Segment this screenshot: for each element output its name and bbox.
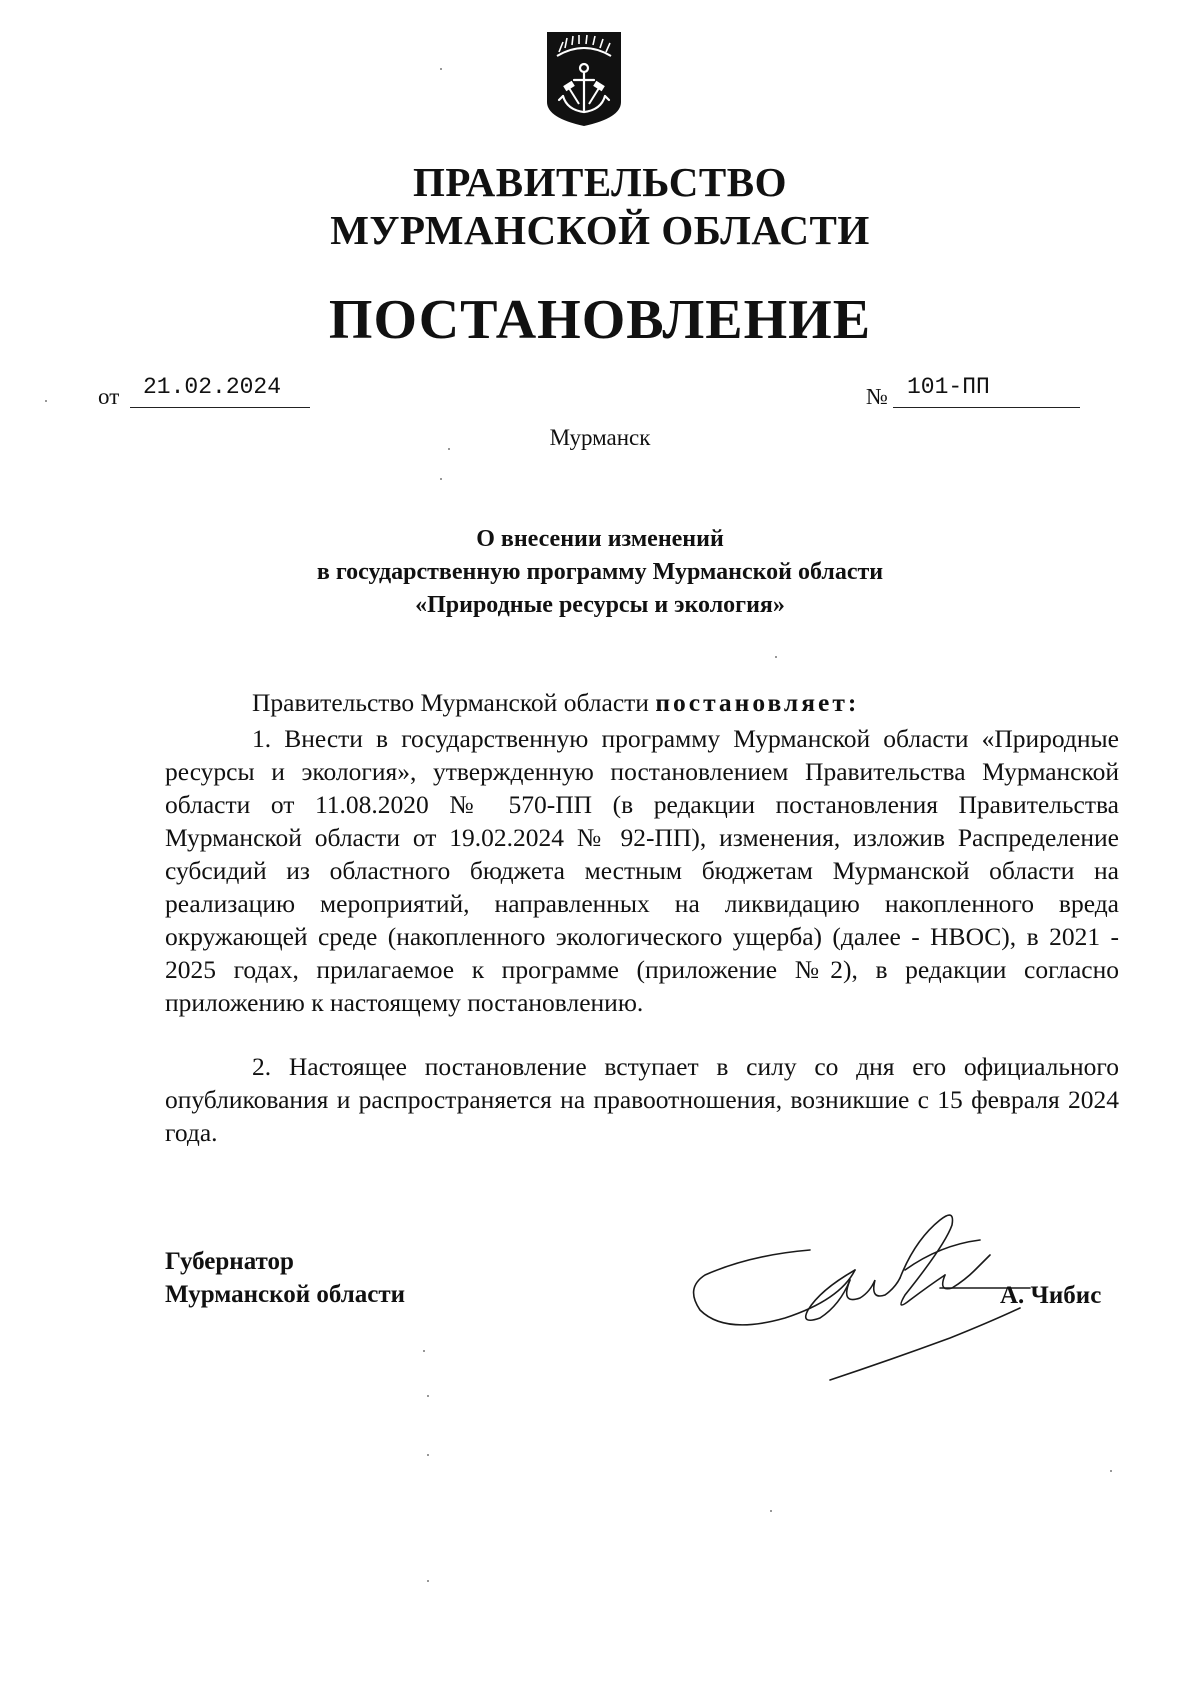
subject-line: в государственную программу Мурманской области — [316, 559, 884, 585]
coat-of-arms-icon — [545, 30, 623, 128]
government-name-line2: МУРМАНСКОЙ ОБЛАСТИ — [330, 207, 870, 253]
scan-speck — [775, 656, 777, 658]
paragraph-1: 1. Внести в государственную программу Мурманской области «Природные ресурсы и экология», утвержденную постановлением Правительства Мурманской области от 11.08.2020 № 570-ПП (в редакции постановления Правительства Мурманской области от 19.02.2024 № 92-ПП), изменения, изложив Распределение субсидий из областного бюджета местным бюджетам Мурманской области на реализацию мероприятий, направленных на ликвидацию накопленного вреда окружающей среде (накопленного экологического ущерба) (далее - НВОС), в 2021 - 2025 годах, прилагаемое к программе (приложение №2), в редакции согласно приложению к настоящему постановлению. — [165, 724, 1119, 1017]
subject-line: «Природные ресурсы и экология» — [415, 592, 785, 618]
paragraph-2: 2. Настоящее постановление вступает в силу со дня его официального опубликования и распространяется на правоотношения, возникшие с 15 февраля 2024 года. — [165, 1052, 1119, 1147]
signatory-title-line: Мурманской области — [165, 1281, 406, 1308]
preamble-prefix: Правительство Мурманской области — [252, 688, 649, 717]
preamble-verb: постановляет: — [655, 688, 860, 717]
document-subject — [0, 523, 1200, 622]
scan-speck — [1110, 1470, 1112, 1472]
signatory-title — [165, 1245, 405, 1311]
date-label: от — [98, 384, 120, 409]
scan-speck — [427, 1454, 429, 1456]
signatory-name: А. Чибис — [1000, 1282, 1102, 1309]
document-type-title: ПОСТАНОВЛЕНИЕ — [328, 289, 872, 351]
subject-line: О внесении изменений — [476, 526, 724, 552]
scan-speck — [440, 68, 442, 70]
scan-speck — [45, 400, 47, 402]
signatory-title-line: Губернатор — [165, 1248, 294, 1275]
scan-speck — [427, 1395, 429, 1397]
scan-speck — [448, 448, 450, 450]
scan-speck — [427, 1580, 429, 1582]
scan-speck — [423, 1350, 425, 1352]
preamble — [252, 686, 859, 719]
document-date: 21.02.2024 — [143, 374, 282, 400]
city: Мурманск — [549, 425, 651, 450]
number-label: № — [866, 384, 888, 409]
government-name-line1: ПРАВИТЕЛЬСТВО — [412, 159, 788, 205]
scan-speck — [440, 478, 442, 480]
handwritten-signature-icon — [690, 1200, 1050, 1400]
scan-speck — [770, 1510, 772, 1512]
document-number: 101-ПП — [907, 374, 990, 400]
